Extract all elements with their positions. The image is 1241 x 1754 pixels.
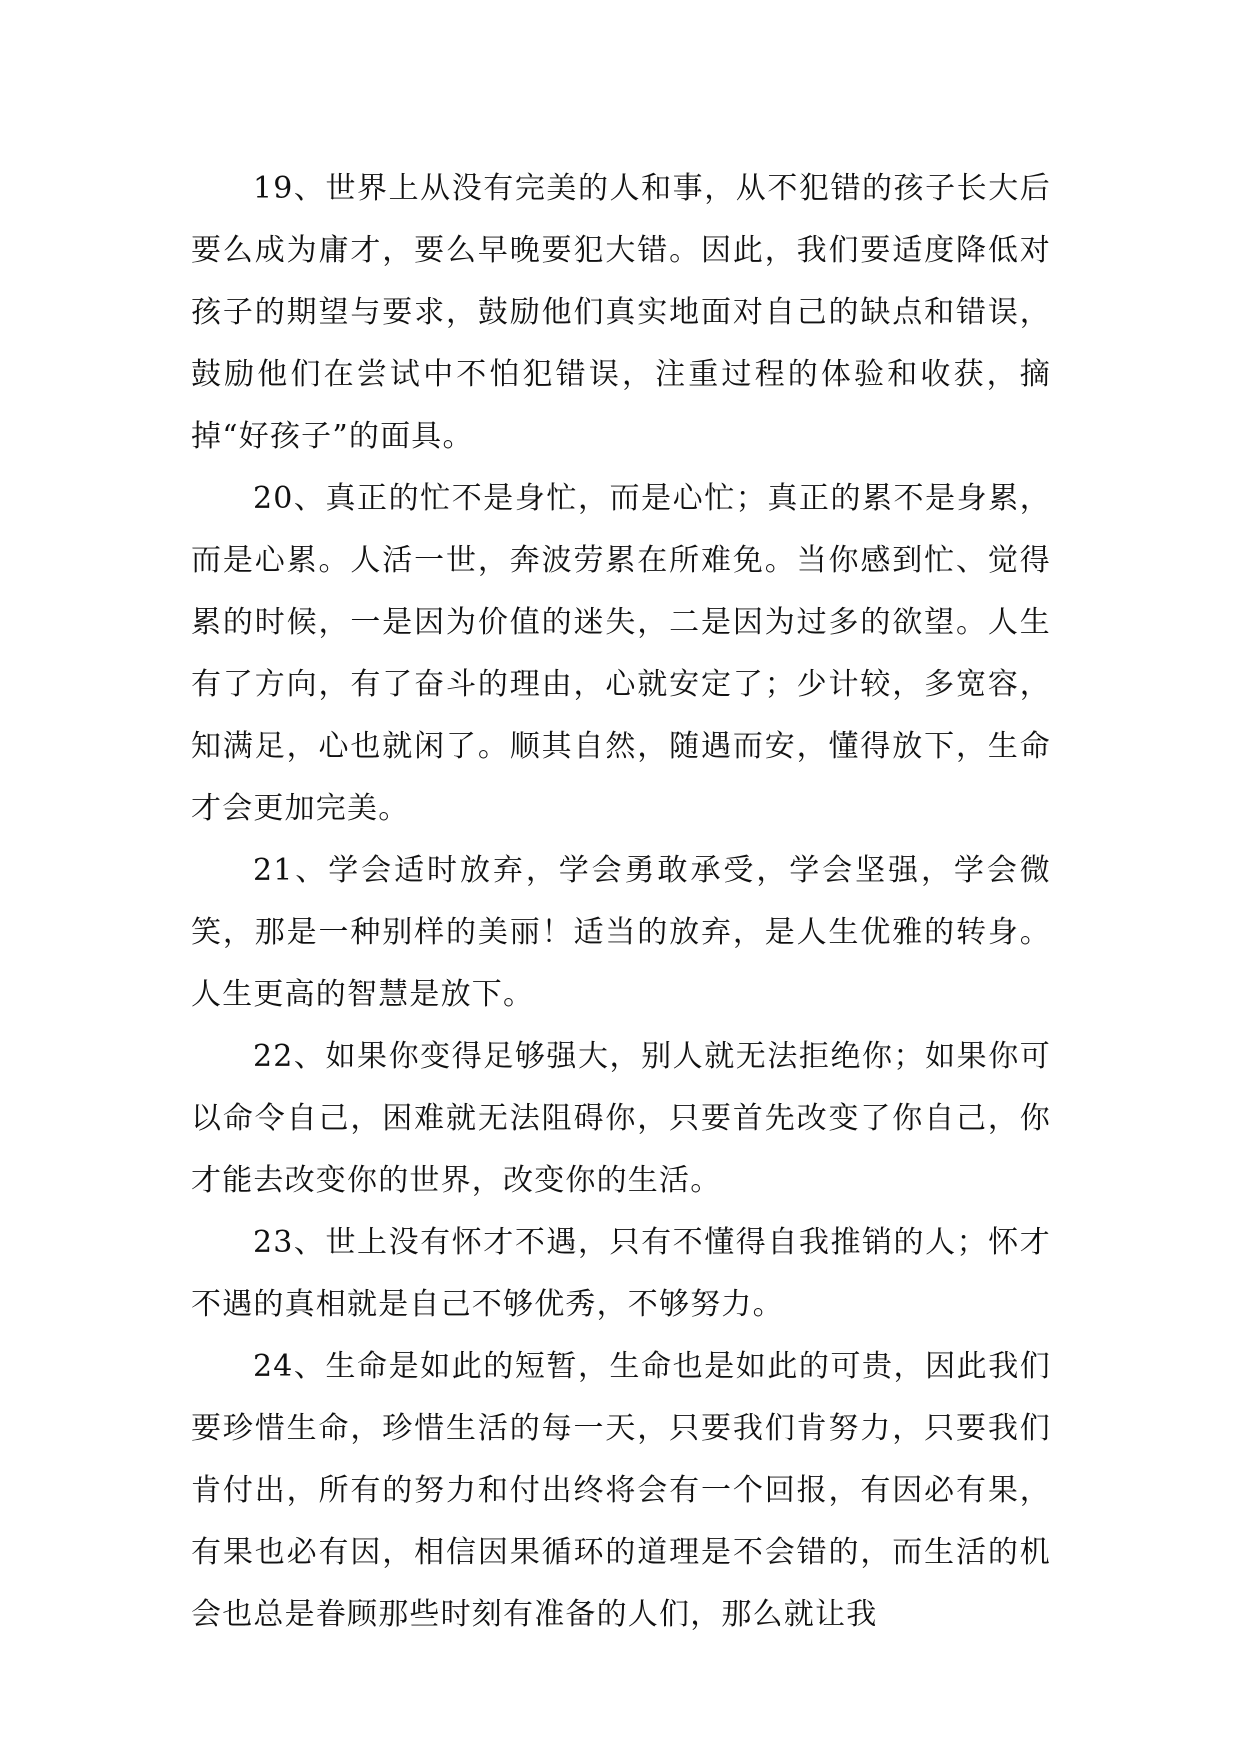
paragraph-19: 19、世界上从没有完美的人和事，从不犯错的孩子长大后要么成为庸才，要么早晚要犯大错。因此，我们要适度降低对孩子的期望与要求，鼓励他们真实地面对自己的缺点和错误，鼓励他们在尝试中不怕犯错误，注重过程的体验和收获，摘掉“好孩子”的面具。 (191, 171, 1051, 454)
paragraph-20: 20、真正的忙不是身忙，而是心忙；真正的累不是身累，而是心累。人活一世，奔波劳累在所难免。当你感到忙、觉得累的时候，一是因为价值的迷失，二是因为过多的欲望。人生有了方向，有了奋斗的理由，心就安定了；少计较，多宽容，知满足，心也就闲了。顺其自然，随遇而安，懂得放下，生命才会更加完美。 (191, 481, 1051, 826)
paragraph-24: 24、生命是如此的短暂，生命也是如此的可贵，因此我们要珍惜生命，珍惜生活的每一天，只要我们肯努力，只要我们肯付出，所有的努力和付出终将会有一个回报，有因必有果，有果也必有因，相信因果循环的道理是不会错的，而生活的机会也总是眷顾那些时刻有准备的人们，那么就让我 (191, 1349, 1051, 1632)
paragraph-23: 23、世上没有怀才不遇，只有不懂得自我推销的人；怀才不遇的真相就是自己不够优秀，不够努力。 (191, 1225, 1051, 1322)
document-body (191, 158, 1051, 1646)
paragraph-22: 22、如果你变得足够强大，别人就无法拒绝你；如果你可以命令自己，困难就无法阻碍你，只要首先改变了你自己，你才能去改变你的世界，改变你的生活。 (191, 1039, 1051, 1198)
paragraph-21: 21、学会适时放弃，学会勇敢承受，学会坚强，学会微笑，那是一种别样的美丽！适当的放弃，是人生优雅的转身。人生更高的智慧是放下。 (191, 853, 1051, 1012)
